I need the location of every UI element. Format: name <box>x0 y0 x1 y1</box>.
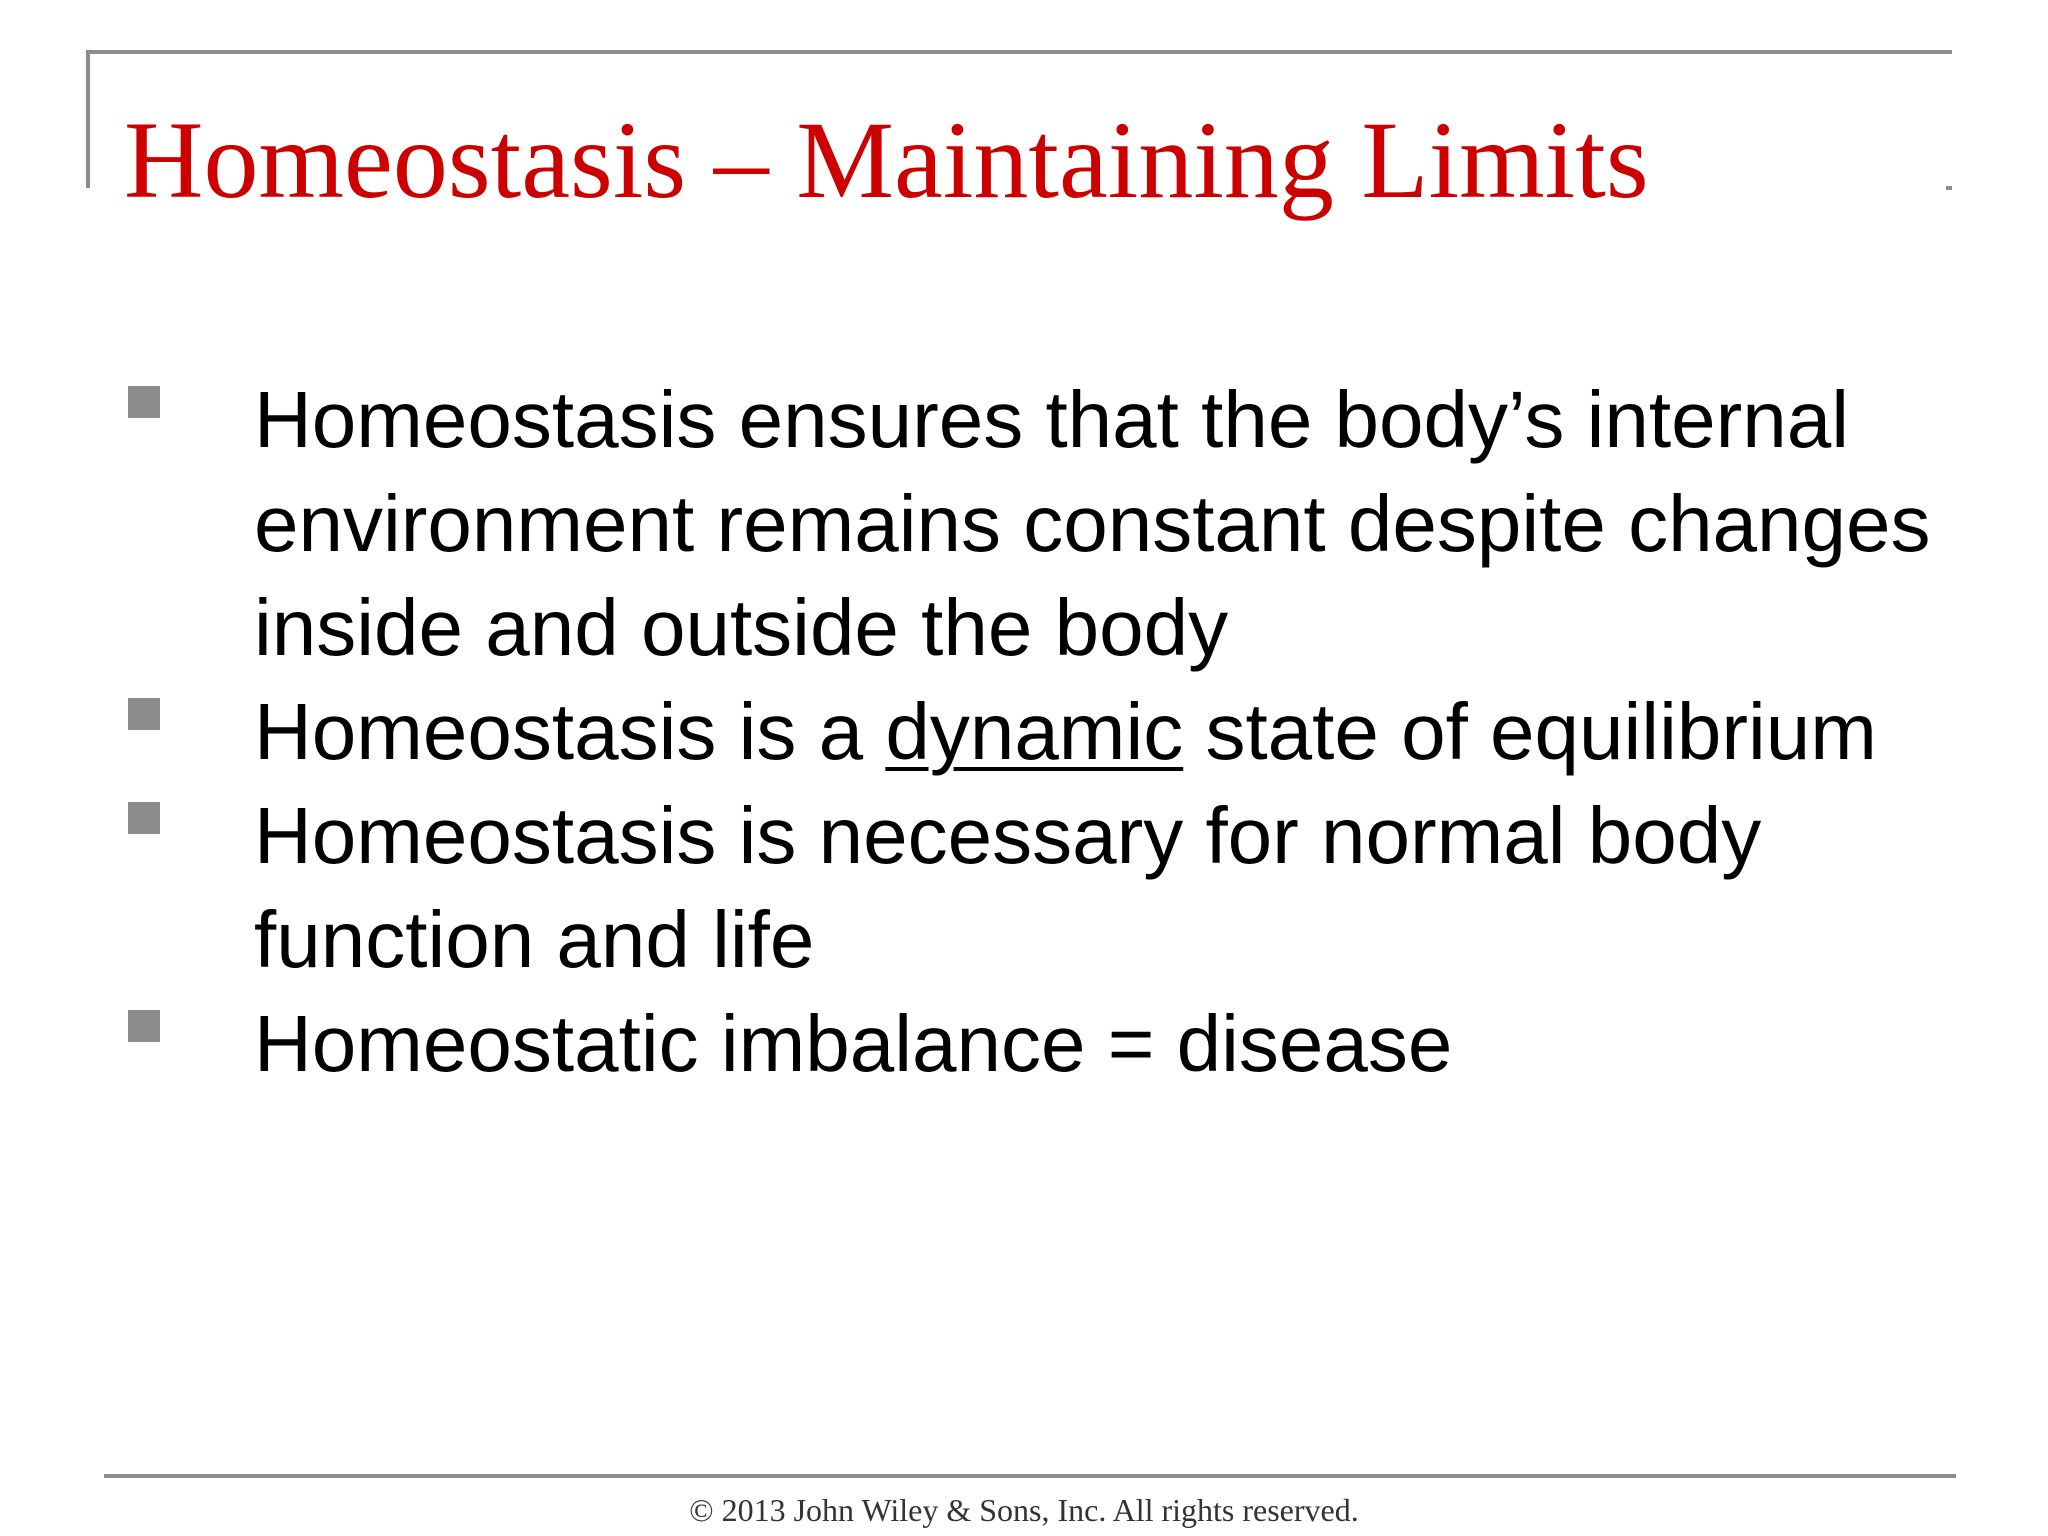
bullet-text-after: state of equilibrium <box>1183 687 1877 776</box>
bullet-text: Homeostasis is necessary for normal body function and life <box>254 791 1762 984</box>
bullet-item-1 <box>0 368 1994 680</box>
bullet-text: Homeostatic imbalance = disease <box>254 999 1453 1088</box>
square-bullet-icon <box>128 386 160 418</box>
underlined-term: dynamic <box>885 687 1184 776</box>
bullet-list <box>0 368 2048 1096</box>
bottom-rule <box>104 1474 1956 1478</box>
square-bullet-icon <box>128 1010 160 1042</box>
bullet-text: Homeostasis ensures that the body’s internal environment remains constant despite changes inside and outside the body <box>254 375 1931 672</box>
copyright-footer: © 2013 John Wiley & Sons, Inc. All rights reserved. <box>689 1492 1359 1528</box>
bullet-item-3 <box>0 784 1994 992</box>
bullet-text <box>254 680 1994 784</box>
bullet-item-2 <box>0 680 1994 784</box>
square-bullet-icon <box>128 698 160 730</box>
square-bullet-icon <box>128 802 160 834</box>
top-rule <box>86 50 1952 54</box>
bullet-item-4 <box>0 992 1994 1096</box>
left-rule <box>86 50 90 188</box>
bullet-text-before: Homeostasis is a <box>254 687 886 776</box>
slide-title: Homeostasis – Maintaining Limits <box>124 99 1649 221</box>
right-tick <box>1946 186 1952 190</box>
